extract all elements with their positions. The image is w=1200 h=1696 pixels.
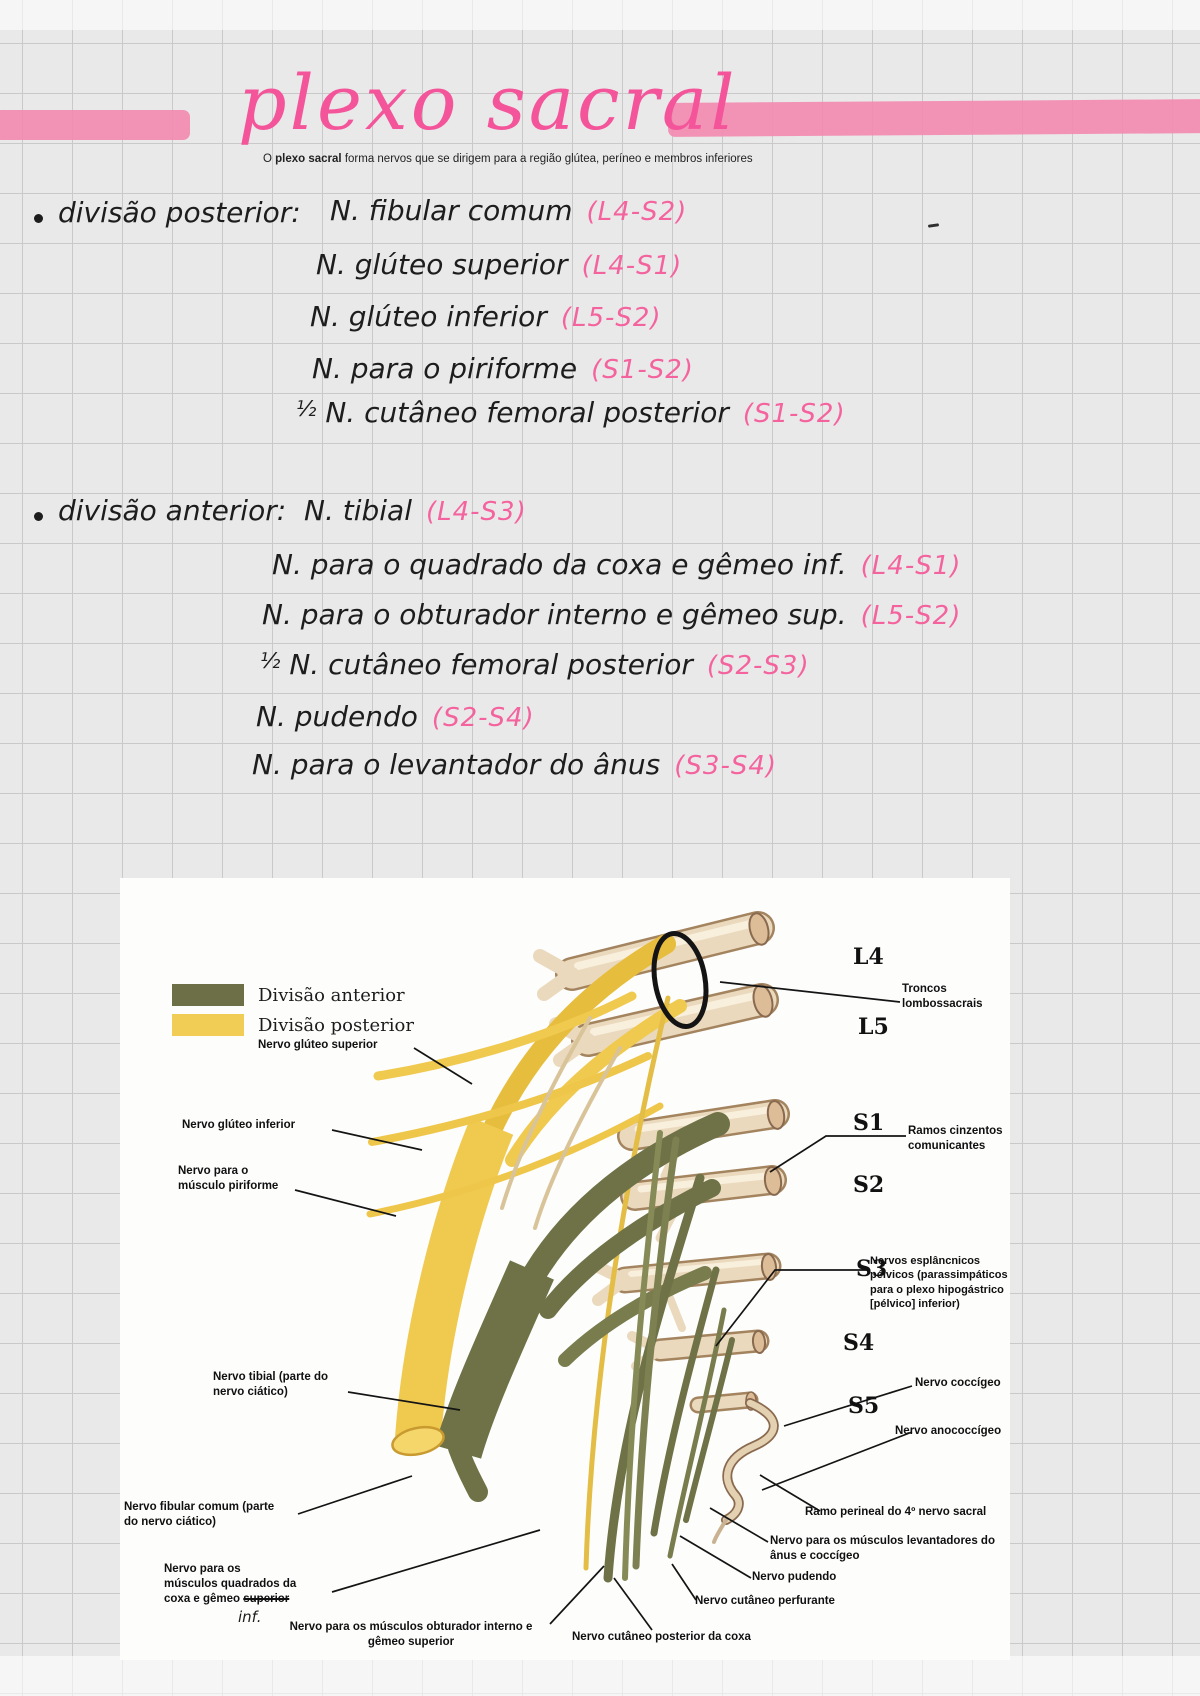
stray-pen-mark bbox=[928, 223, 939, 228]
root-label-s1: S1 bbox=[853, 1110, 885, 1136]
root-label-l5: L5 bbox=[858, 1014, 889, 1040]
label-gluteo-superior: Nervo glúteo superior bbox=[258, 1039, 378, 1051]
note-item-text: N. para o obturador interno e gêmeo sup. bbox=[262, 598, 847, 631]
title-highlight-right bbox=[668, 99, 1200, 137]
label-cutaneo-posterior-coxa: Nervo cutâneo posterior da coxa bbox=[572, 1631, 751, 1643]
label-fibular: Nervo fibular comum (parte do nervo ciático) bbox=[124, 1501, 275, 1528]
bullet-dot bbox=[34, 214, 43, 223]
root-label-s2: S2 bbox=[853, 1172, 885, 1198]
fraction-half: ½ bbox=[260, 649, 281, 673]
note-item-range: (S1-S2) bbox=[591, 355, 694, 385]
page-subtitle bbox=[263, 153, 753, 165]
label-quadrados-line1: Nervo para os bbox=[164, 1563, 241, 1575]
root-label-l4: L4 bbox=[853, 944, 884, 970]
label-obturador: Nervo para os músculos obturador interno e gêmeo superior bbox=[289, 1621, 533, 1648]
note-item-text: N. glúteo inferior bbox=[310, 300, 547, 333]
legend-row-posterior bbox=[172, 1014, 414, 1036]
sacral-plexus-diagram bbox=[120, 878, 1010, 1660]
label-tibial: Nervo tibial (parte do nervo ciático) bbox=[213, 1371, 329, 1398]
label-nervo-pudendo: Nervo pudendo bbox=[752, 1571, 837, 1583]
subtitle-rest: forma nervos que se dirigem para a região glútea, períneo e membros inferiores bbox=[341, 153, 753, 165]
note-item-range: (S2-S4) bbox=[431, 703, 535, 733]
handwritten-inf-correction: inf. bbox=[238, 1608, 262, 1626]
page-title: plexo sacral bbox=[238, 58, 738, 147]
anterior-division-paths bbox=[458, 1124, 732, 1578]
legend-label-anterior: Divisão anterior bbox=[258, 984, 405, 1006]
note-item-range: (L5-S2) bbox=[860, 601, 962, 631]
note-item-range: (L4-S1) bbox=[581, 251, 683, 281]
note-item-text: N. para o piriforme bbox=[312, 352, 578, 385]
subtitle-bold: plexo sacral bbox=[275, 153, 342, 165]
note-item-range: (L4-S2) bbox=[586, 197, 688, 227]
bullet-dot bbox=[34, 512, 43, 521]
note-item-text: N. para o quadrado da coxa e gêmeo inf. bbox=[272, 548, 847, 581]
label-quadrados-line3 bbox=[164, 1592, 334, 1607]
top-margin-band bbox=[0, 0, 1200, 30]
note-item bbox=[316, 248, 682, 281]
subtitle-pre: O bbox=[263, 153, 276, 165]
note-item bbox=[330, 194, 687, 227]
note-item-text: N. pudendo bbox=[256, 700, 418, 733]
legend-swatch-anterior bbox=[172, 984, 244, 1006]
label-quadrados-line3-text: coxa e gêmeo bbox=[164, 1592, 244, 1605]
note-item-text: N. tibial bbox=[304, 494, 412, 527]
root-label-s5: S5 bbox=[848, 1393, 880, 1419]
label-ramos-cinzentos: Ramos cinzentos comunicantes bbox=[908, 1125, 1003, 1152]
label-levantadores: Nervo para os músculos levantadores do ânus e coccígeo bbox=[770, 1535, 995, 1562]
label-gluteo-inferior: Nervo glúteo inferior bbox=[182, 1119, 296, 1131]
label-troncos-lombossacrais: Troncos lombossacrais bbox=[902, 983, 983, 1010]
root-label-s3: S3 bbox=[856, 1256, 888, 1282]
note-item bbox=[260, 648, 810, 681]
label-quadrados-line2: músculos quadrados da bbox=[164, 1577, 297, 1590]
label-nervo-anococcigeo: Nervo anococcígeo bbox=[895, 1425, 1002, 1437]
note-item-text: N. glúteo superior bbox=[316, 248, 568, 281]
note-section-heading: divisão posterior: bbox=[58, 196, 301, 229]
legend-row-anterior bbox=[172, 984, 405, 1006]
label-nervo-coccigeo: Nervo coccígeo bbox=[915, 1377, 1001, 1389]
note-item bbox=[272, 548, 961, 581]
note-item-range: (S1-S2) bbox=[742, 399, 846, 429]
note-item bbox=[256, 700, 535, 733]
bottom-margin-band bbox=[0, 1656, 1200, 1696]
note-item-range: (S3-S4) bbox=[674, 751, 778, 781]
note-item bbox=[304, 494, 527, 527]
note-item bbox=[310, 300, 662, 333]
note-item-text: N. para o levantador do ânus bbox=[252, 748, 661, 781]
label-piriforme: Nervo para o músculo piriforme bbox=[178, 1165, 279, 1192]
note-item-range: (L5-S2) bbox=[560, 303, 662, 333]
label-nervos-esplancnicos: Nervos esplâncnicos pélvicos (parassimpáticos para o plexo hipogástrico [pélvico] inferior) bbox=[870, 1255, 1008, 1310]
legend-swatch-posterior bbox=[172, 1014, 244, 1036]
label-ramo-perineal: Ramo perineal do 4º nervo sacral bbox=[805, 1506, 987, 1518]
legend-label-posterior: Divisão posterior bbox=[258, 1014, 414, 1036]
note-item bbox=[252, 748, 777, 781]
label-cutaneo-perfurante: Nervo cutâneo perfurante bbox=[695, 1595, 835, 1607]
root-label-s4: S4 bbox=[843, 1330, 875, 1356]
label-quadrados bbox=[164, 1562, 334, 1607]
note-item-text: N. cutâneo femoral posterior bbox=[325, 396, 729, 429]
note-item-range: (S2-S3) bbox=[706, 651, 810, 681]
note-item-range: (L4-S3) bbox=[426, 497, 527, 527]
label-quadrados-struck-word: superior bbox=[243, 1592, 290, 1605]
note-item-range: (L4-S1) bbox=[860, 551, 962, 581]
note-item bbox=[296, 396, 846, 429]
fraction-half: ½ bbox=[296, 397, 317, 421]
note-item-text: N. fibular comum bbox=[330, 194, 573, 227]
note-item bbox=[262, 598, 961, 631]
note-item-text: N. cutâneo femoral posterior bbox=[289, 648, 693, 681]
title-highlight-left bbox=[0, 110, 190, 140]
posterior-division-paths bbox=[370, 944, 680, 1568]
note-item bbox=[312, 352, 694, 385]
note-section-heading: divisão anterior: bbox=[58, 494, 287, 527]
